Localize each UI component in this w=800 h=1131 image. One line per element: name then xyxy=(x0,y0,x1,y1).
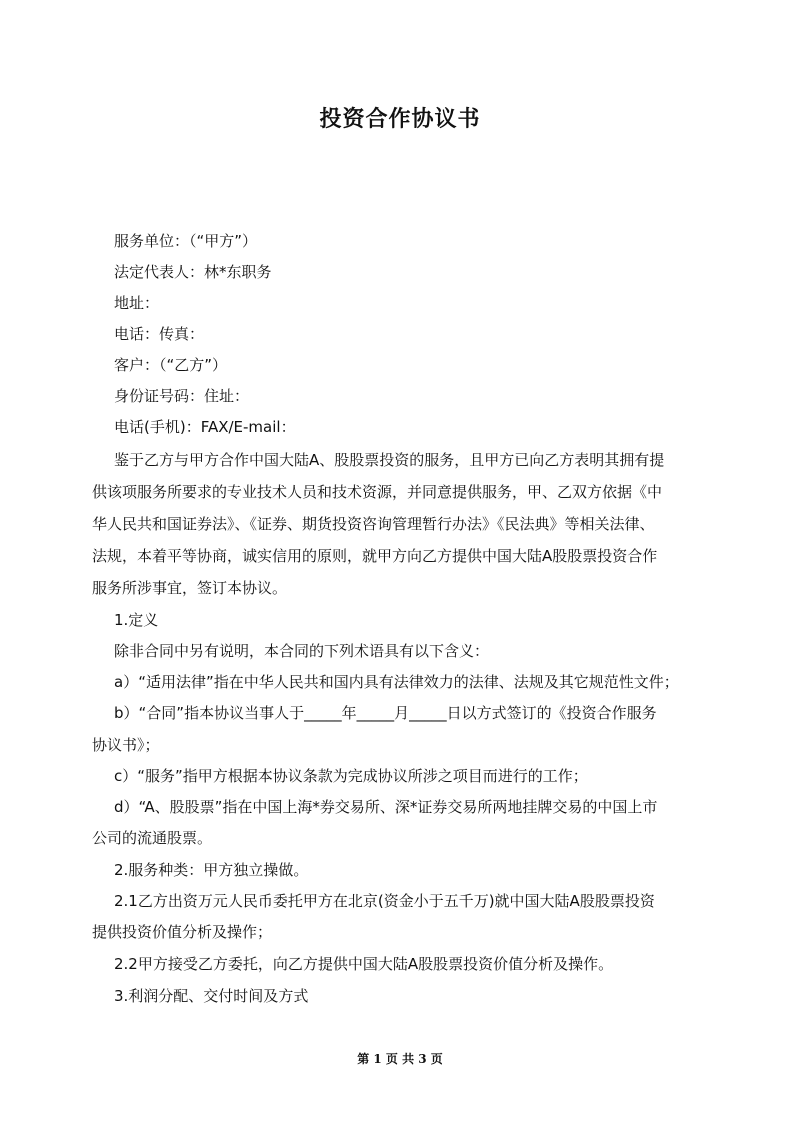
paragraph-line: 鉴于乙方与甲方合作中国大陆A、股股票投资的服务，且甲方已向乙方表明其拥有提 xyxy=(114,451,665,469)
paragraph-line: d）“A、股股票”指在中国上海*券交易所、深*证券交易所两地挂牌交易的中国上市 xyxy=(114,798,658,816)
paragraph-line: 公司的流通股票。 xyxy=(92,829,213,847)
paragraph-line: 协议书》； xyxy=(92,736,160,754)
paragraph-line: 提供投资价值分析及操作； xyxy=(92,923,273,941)
paragraph-line: 电话：传真： xyxy=(114,325,205,343)
section-heading: 3.利润分配、交付时间及方式 xyxy=(114,987,309,1005)
paragraph-line: 客户：（“乙方”） xyxy=(114,356,228,374)
paragraph-line: 2.1乙方出资万元人民币委托甲方在北京(资金小于五千万)就中国大陆A股股票投资 xyxy=(114,892,655,910)
section-heading: 2.服务种类：甲方独立操做。 xyxy=(114,861,309,879)
paragraph-line: 供该项服务所要求的专业技术人员和技术资源，并同意提供服务，甲、乙双方依据《中 xyxy=(92,483,663,501)
paragraph-line: 法规，本着平等协商，诚实信用的原则，就甲方向乙方提供中国大陆A股股票投资合作 xyxy=(92,547,658,565)
paragraph-line: 2.2甲方接受乙方委托，向乙方提供中国大陆A股股票投资价值分析及操作。 xyxy=(114,955,614,973)
paragraph-line: 除非合同中另有说明，本合同的下列术语具有以下含义： xyxy=(114,642,490,660)
document-title: 投资合作协议书 xyxy=(319,107,481,132)
paragraph-line: 身份证号码：住址： xyxy=(114,387,250,405)
paragraph-line: 华人民共和国证券法》、《证券、期货投资咨询管理暂行办法》《民法典》等相关法律、 xyxy=(92,515,655,533)
page-footer: 第 1 页 共 3 页 xyxy=(357,1052,443,1066)
section-heading: 1.定义 xyxy=(114,611,159,629)
paragraph-line: 服务单位：（“甲方”） xyxy=(114,232,258,250)
paragraph-line: 地址： xyxy=(114,294,160,312)
paragraph-line: 电话(手机)：FAX/E-mail： xyxy=(114,418,296,436)
paragraph-line: 法定代表人：林*东职务 xyxy=(114,263,272,281)
paragraph-line: c）“服务”指甲方根据本协议条款为完成协议所涉之项目而进行的工作； xyxy=(114,767,588,785)
paragraph-line: 服务所涉事宜，签订本协议。 xyxy=(92,579,288,597)
paragraph-line: b）“合同”指本协议当事人于_____年_____月_____日以方式签订的《投资合作服务 xyxy=(114,704,657,722)
paragraph-line: a）“适用法律”指在中华人民共和国内具有法律效力的法律、法规及其它规范性文件； xyxy=(114,673,679,691)
